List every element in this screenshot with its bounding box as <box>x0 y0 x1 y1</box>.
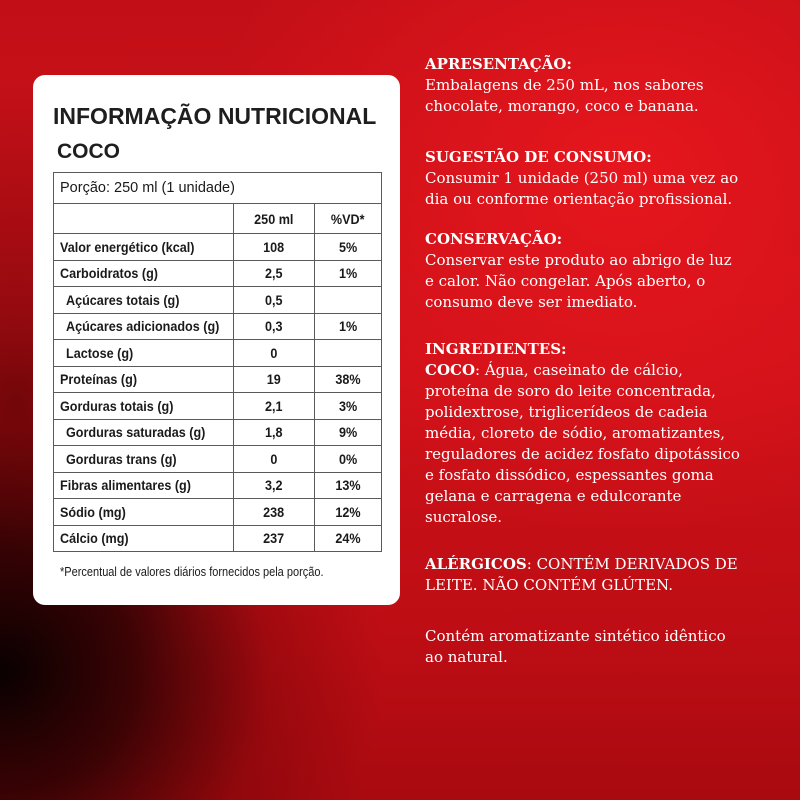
nutrient-amount-cell <box>233 314 314 340</box>
usage-heading: SUGESTÃO DE CONSUMO: <box>425 148 652 166</box>
storage-line: Conservar este produto ao abrigo de luz <box>425 251 732 269</box>
table-row <box>54 233 381 260</box>
ingredients-line: sucralose. <box>425 508 503 526</box>
storage-line: e calor. Não congelar. Após aberto, o <box>425 272 706 290</box>
nutrient-label: Sódio (mg) <box>60 503 126 520</box>
presentation-line: Embalagens de 250 mL, nos sabores <box>425 75 704 94</box>
table-row <box>54 286 381 313</box>
ingredients-line: polidextrose, triglicerídeos de cadeia <box>425 403 708 421</box>
nutrient-label-cell <box>54 261 233 287</box>
nutrient-daily-value-cell <box>314 314 381 340</box>
nutrient-label-cell <box>54 499 233 525</box>
nutrient-daily-value: 1% <box>338 318 358 335</box>
presentation-line: chocolate, morango, coco e banana. <box>425 96 699 115</box>
table-header-row <box>54 203 381 233</box>
table-footnote: *Percentual de valores diários fornecidos pela porção. <box>60 565 324 579</box>
nutrient-label: Fibras alimentares (g) <box>60 477 191 494</box>
header-amount: 250 ml <box>254 210 294 227</box>
nutrition-card <box>33 75 400 605</box>
nutrient-label: Cálcio (mg) <box>60 530 129 547</box>
nutrient-label: Gorduras totais (g) <box>60 397 174 414</box>
presentation-heading: APRESENTAÇÃO: <box>425 54 572 73</box>
table-row <box>54 392 381 419</box>
nutrient-label-cell <box>54 393 233 419</box>
flavoring-note-line: Contém aromatizante sintético idêntico <box>425 627 726 645</box>
nutrient-amount-cell <box>233 234 314 260</box>
header-amount-cell <box>233 204 314 233</box>
header-label-cell <box>54 204 233 233</box>
nutrient-daily-value-cell <box>314 261 381 287</box>
allergens-section <box>425 554 738 596</box>
nutrient-amount: 19 <box>266 371 282 388</box>
ingredients-flavor-label: COCO <box>425 361 476 379</box>
allergens-line: : CONTÉM DERIVADOS DE <box>526 555 738 573</box>
table-row <box>54 445 381 472</box>
allergens-line: LEITE. NÃO CONTÉM GLÚTEN. <box>425 576 673 594</box>
nutrition-table <box>53 172 382 552</box>
nutrient-amount: 108 <box>263 238 285 255</box>
table-row <box>54 498 381 525</box>
nutrient-amount: 2,5 <box>265 265 283 282</box>
nutrient-amount: 0,5 <box>265 291 283 308</box>
flavor-name: COCO <box>57 140 120 163</box>
portion-text: Porção: 250 ml (1 unidade) <box>60 180 235 196</box>
nutrient-amount-cell <box>233 420 314 446</box>
nutrient-daily-value: 0% <box>338 450 358 467</box>
usage-line: dia ou conforme orientação profissional. <box>425 190 733 208</box>
header-daily-value: %VD* <box>331 210 365 227</box>
ingredients-section <box>425 339 740 528</box>
nutrient-label-cell <box>54 446 233 472</box>
nutrient-amount-cell <box>233 499 314 525</box>
ingredients-first-line <box>425 360 740 381</box>
nutrient-amount: 0 <box>270 344 278 361</box>
nutrition-title: INFORMAÇÃO NUTRICIONAL <box>53 103 377 129</box>
nutrient-amount: 238 <box>263 503 285 520</box>
table-row <box>54 419 381 446</box>
table-row <box>54 366 381 393</box>
nutrient-daily-value-cell <box>314 420 381 446</box>
portion-row <box>54 173 381 203</box>
nutrient-daily-value-cell <box>314 367 381 393</box>
ingredients-heading: INGREDIENTES: <box>425 340 567 358</box>
nutrient-label: Valor energético (kcal) <box>60 238 195 255</box>
table-row <box>54 313 381 340</box>
flavoring-note-section <box>425 626 726 668</box>
presentation-section <box>425 54 704 117</box>
nutrient-daily-value-cell <box>314 393 381 419</box>
nutrient-daily-value: 38% <box>335 371 361 388</box>
nutrient-daily-value-cell <box>314 287 381 313</box>
ingredients-line: reguladores de acidez fosfato dipotássico <box>425 445 740 463</box>
ingredients-line: gelana e carragena e edulcorante <box>425 487 682 505</box>
nutrient-amount-cell <box>233 261 314 287</box>
flavoring-note-line: ao natural. <box>425 648 508 666</box>
allergens-first-line <box>425 554 738 575</box>
nutrient-label: Lactose (g) <box>66 344 134 361</box>
nutrient-label-cell <box>54 234 233 260</box>
nutrient-amount: 237 <box>263 530 285 547</box>
nutrient-label-cell <box>54 420 233 446</box>
nutrient-amount-cell <box>233 367 314 393</box>
storage-line: consumo deve ser imediato. <box>425 293 638 311</box>
table-row <box>54 339 381 366</box>
nutrient-amount-cell <box>233 526 314 552</box>
nutrient-label-cell <box>54 340 233 366</box>
nutrient-label-cell <box>54 473 233 499</box>
nutrient-amount-cell <box>233 287 314 313</box>
nutrient-amount-cell <box>233 446 314 472</box>
nutrient-daily-value: 1% <box>338 265 358 282</box>
nutrient-amount: 2,1 <box>265 397 283 414</box>
nutrient-daily-value: 12% <box>335 503 361 520</box>
table-row <box>54 525 381 552</box>
nutrient-amount: 0,3 <box>265 318 283 335</box>
nutrient-daily-value: 3% <box>338 397 358 414</box>
nutrient-label-cell <box>54 287 233 313</box>
nutrient-label: Gorduras saturadas (g) <box>66 424 206 441</box>
nutrient-label-cell <box>54 367 233 393</box>
nutrient-amount: 3,2 <box>265 477 283 494</box>
nutrient-amount: 1,8 <box>265 424 283 441</box>
allergens-label: ALÉRGICOS <box>425 555 527 573</box>
usage-line: Consumir 1 unidade (250 ml) uma vez ao <box>425 169 739 187</box>
nutrient-label-cell <box>54 526 233 552</box>
table-row <box>54 472 381 499</box>
table-row <box>54 260 381 287</box>
nutrient-daily-value-cell <box>314 526 381 552</box>
nutrient-daily-value-cell <box>314 446 381 472</box>
nutrient-label: Carboidratos (g) <box>60 265 159 282</box>
nutrient-daily-value: 13% <box>335 477 361 494</box>
nutrient-daily-value-cell <box>314 340 381 366</box>
nutrient-amount-cell <box>233 340 314 366</box>
nutrient-daily-value-cell <box>314 473 381 499</box>
nutrient-daily-value-cell <box>314 234 381 260</box>
nutrient-label: Açúcares totais (g) <box>66 291 180 308</box>
nutrient-label: Gorduras trans (g) <box>66 450 177 467</box>
usage-section <box>425 147 738 210</box>
nutrient-amount-cell <box>233 393 314 419</box>
nutrient-amount-cell <box>233 473 314 499</box>
nutrient-label-cell <box>54 314 233 340</box>
nutrient-daily-value-cell <box>314 499 381 525</box>
header-daily-value-cell <box>314 204 381 233</box>
ingredients-line: e fosfato dissódico, espessantes goma <box>425 466 714 484</box>
ingredients-line: proteína de soro do leite concentrada, <box>425 382 716 400</box>
nutrient-amount: 0 <box>270 450 278 467</box>
storage-heading: CONSERVAÇÃO: <box>425 230 563 248</box>
nutrient-daily-value: 5% <box>338 238 358 255</box>
storage-section <box>425 229 732 313</box>
ingredients-line: média, cloreto de sódio, aromatizantes, <box>425 424 726 442</box>
nutrient-label: Açúcares adicionados (g) <box>66 318 220 335</box>
nutrient-daily-value: 24% <box>335 530 361 547</box>
nutrient-daily-value: 9% <box>338 424 358 441</box>
ingredients-line: : Água, caseinato de cálcio, <box>475 361 683 379</box>
nutrient-label: Proteínas (g) <box>60 371 138 388</box>
